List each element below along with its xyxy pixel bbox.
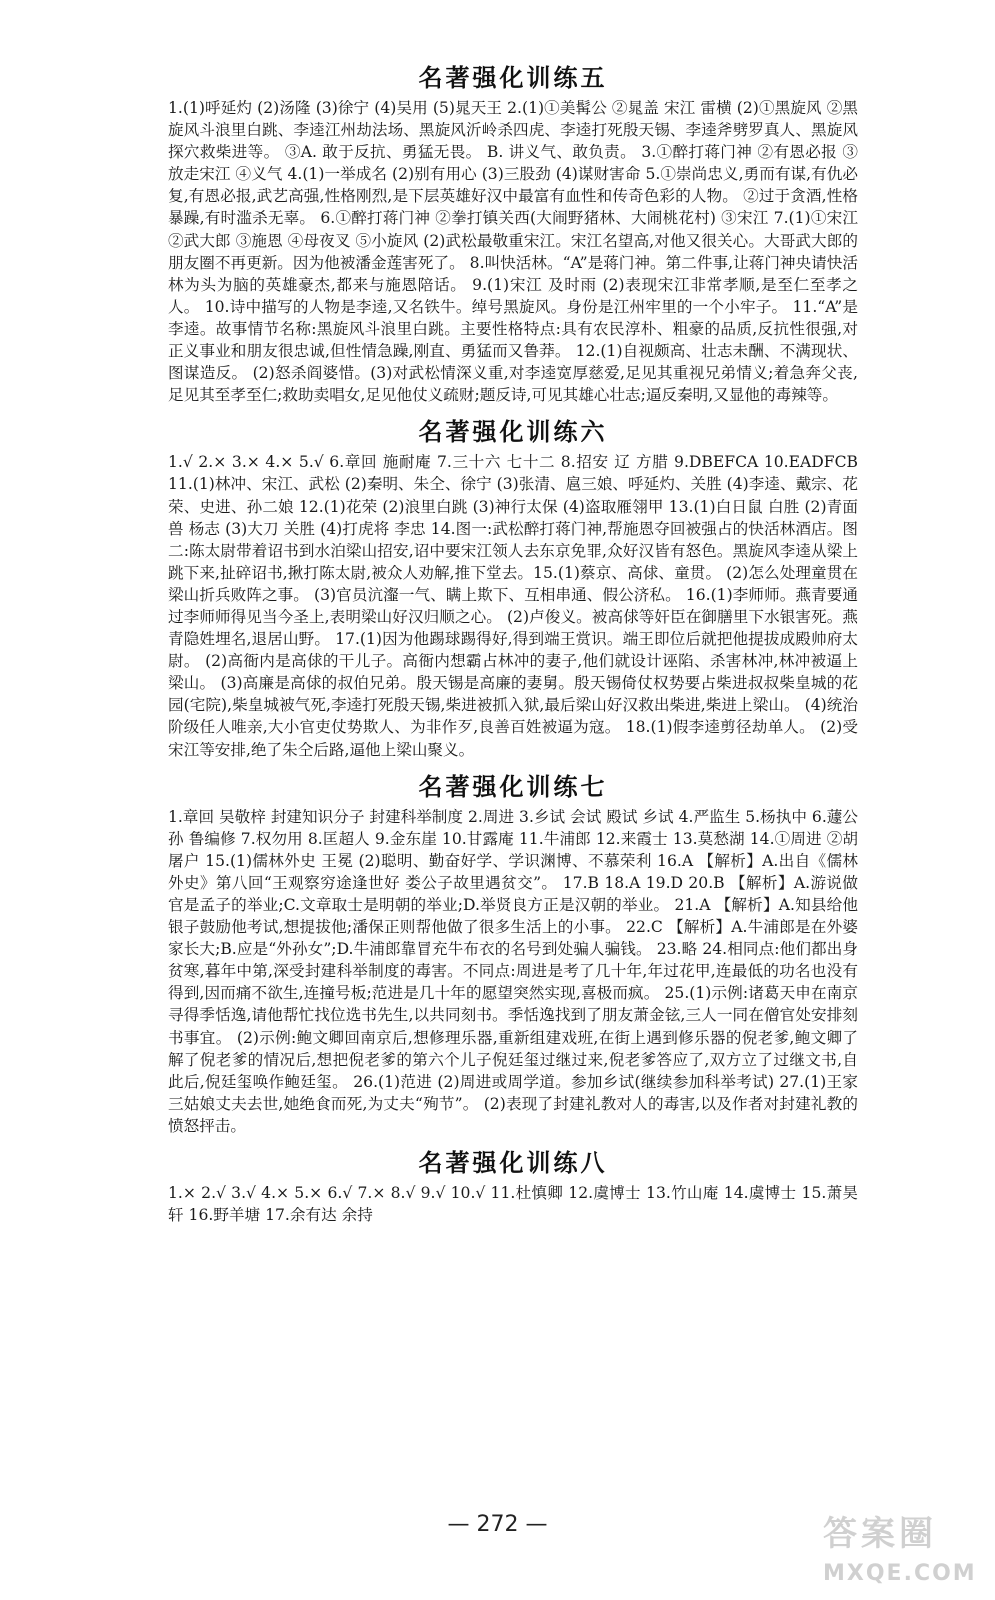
section-title: 名著强化训练七 — [418, 771, 608, 801]
section-title: 名著强化训练八 — [418, 1148, 608, 1178]
section-8 — [168, 1143, 858, 1226]
section-5 — [168, 58, 858, 406]
section-6 — [168, 412, 858, 760]
section-title: 名著强化训练五 — [418, 63, 608, 92]
watermark-top-text: 答案圈 — [823, 1514, 937, 1554]
section-title: 名著强化训练六 — [418, 417, 608, 447]
section-7 — [168, 767, 858, 1137]
page-number: — 272 — — [447, 1512, 548, 1537]
section-answers: 1.√ 2.× 3.× 4.× 5.√ 6.章回 施耐庵 7.三十六 七十二 8.招安 辽 方腊 9.DBEFCA 10.EADFCB 11.(1)林冲、宋江、武松 (2)秦明、朱仝、徐宁 (3)张清、扈三娘、呼延灼、关胜 (4)李逵、戴宗、花荣、史进、孙二娘 12.(1)花荣 (2)浪里白跳 (3)神行太保 (4)盗取雁翎甲 13.(1)白日鼠 白胜 (2)青面兽 杨志 (3)大刀 关胜 (4)打虎将 李忠 14.图一:武松醉打蒋门神,帮施恩夺回被强占的快活林酒店。图二:陈太尉带着诏书到水泊梁山招安,诏中要宋江领人去东京免罪,众好汉皆有怒色。黑旋风李逵从梁上跳下来,扯碎诏书,揪打陈太尉,被众人劝解,推下堂去。15.(1)蔡京、高俅、童贯。 (2)怎么处理童贯在梁山折兵败阵之事。 (3)官员沆瀣一气、瞒上欺下、互相串通、假公济私。 16.(1)李师师。燕青要通过李师师得见当今圣上,表明梁山好汉归顺之心。 (2)卢俊义。被高俅等奸臣在御膳里下水银害死。燕青隐姓埋名,退居山野。 17.(1)因为他踢球踢得好,得到端王赏识。端王即位后就把他提拔成殿帅府太尉。 (2)高衙内是高俅的干儿子。高衙内想霸占林冲的妻子,他们就设计诬陷、杀害林冲,林冲被逼上梁山。 (3)高廉是高俅的叔伯兄弟。殷天锡是高廉的妻舅。殷天锡倚仗权势要占柴进叔叔柴皇城的花园(宅院),柴皇城被气死,李逵打死殷天锡,柴进被抓入狱,最后梁山好汉救出柴进,柴进上梁山。 (4)统治阶级任人唯亲,大小官吏仗势欺人、为非作歹,良善百姓被逼为寇。 18.(1)假李逵剪径劫单人。 (2)受宋江等安排,绝了朱仝后路,逼他上梁山聚义。 — [168, 453, 858, 759]
section-answers: 1.(1)呼延灼 (2)汤隆 (3)徐宁 (4)吴用 (5)晁天王 2.(1)①美髯公 ②晁盖 宋江 雷横 (2)①黑旋风 ②黑旋风斗浪里白跳、李逵江州劫法场、黑旋风沂岭杀四虎、李逵打死殷天锡、李逵斧劈罗真人、黑旋风探穴救柴进等。 ③A. 敢于反抗、勇猛无畏。 B. 讲义气、敢负责。 3.①醉打蒋门神 ②有恩必报 ③放走宋江 ④义气 4.(1)一举成名 (2)别有用心 (3)三股劲 (4)谋财害命 5.①崇尚忠义,勇而有谋,有仇必复,有恩必报,武艺高强,性格刚烈,是下层英雄好汉中最富有血性和传奇色彩的人物。 ②过于贪酒,性格暴躁,有时滥杀无辜。 6.①醉打蒋门神 ②拳打镇关西(大闹野猪林、大闹桃花村) ③宋江 7.(1)①宋江 ②武大郎 ③施恩 ④母夜叉 ⑤小旋风 (2)武松最敬重宋江。宋江名望高,对他又很关心。大哥武大郎的朋友圈不再更新。因为他被潘金莲害死了。 8.叫快活林。“A”是蒋门神。第二件事,让蒋门神央请快活林为头为脑的英雄豪杰,都来与施恩陪话。 9.(1)宋江 及时雨 (2)表现宋江非常孝顺,是至仁至孝之人。 10.诗中描写的人物是李逵,又名铁牛。绰号黑旋风。身份是江州牢里的一个小牢子。 11.“A”是李逵。故事情节名称:黑旋风斗浪里白跳。主要性格特点:具有农民淳朴、粗豪的品质,反抗性很强,对正义事业和朋友很忠诚,但性情急躁,刚直、勇猛而又鲁莽。 12.(1)自视颇高、壮志未酬、不满现状、图谋造反。 (2)怒杀阎婆惜。(3)对武松情深义重,对李逵宽厚慈爱,足见其重视兄弟情义;着急奔父丧,足见其至孝至仁;救助卖唱女,足见他仗义疏财;题反诗,可见其雄心壮志;逼反秦明,又显他的毒辣等。 — [168, 99, 858, 405]
answer-page — [168, 52, 858, 1230]
section-answers: 1.× 2.√ 3.√ 4.× 5.× 6.√ 7.× 8.√ 9.√ 10.√ 11.杜慎卿 12.虞博士 13.竹山庵 14.虞博士 15.萧昊轩 16.野羊塘 17.余有达 余持 — [168, 1184, 858, 1225]
watermark-logo — [823, 1506, 977, 1596]
watermark-bottom-text: MXQE.COM — [823, 1561, 977, 1586]
section-answers: 1.章回 吴敬梓 封建知识分子 封建科举制度 2.周进 3.乡试 会试 殿试 乡试 4.严监生 5.杨执中 6.蘧公孙 鲁编修 7.权勿用 8.匡超人 9.金东崖 10.甘露庵 11.牛浦郎 12.来霞士 13.莫愁湖 14.①周进 ②胡屠户 15.(1)儒林外史 王冕 (2)聪明、勤奋好学、学识渊博、不慕荣利 16.A 【解析】A.出自《儒林外史》第八回“王观察穷途逢世好 娄公子故里遇贫交”。 17.B 18.A 19.D 20.B 【解析】A.游说做官是孟子的举业;C.文章取士是明朝的举业;D.举贤良方正是汉朝的举业。 21.A 【解析】A.知县给他银子鼓励他考试,想提拔他;潘保正则帮他做了很多生活上的小事。 22.C 【解析】A.牛浦郎是在外婆家长大;B.应是“外孙女”;D.牛浦郎靠冒充牛布衣的名号到处骗人骗钱。 23.略 24.相同点:他们都出身贫寒,暮年中第,深受封建科举制度的毒害。不同点:周进是考了几十年,年过花甲,连最低的功名也没有得到,因而痛不欲生,连撞号板;范进是几十年的愿望突然实现,喜极而疯。 25.(1)示例:诸葛天申在南京寻得季恬逸,请他帮忙找位选书先生,以共同刻书。季恬逸找到了朋友萧金铉,三人一同在僧官处安排刻书事宜。 (2)示例:鲍文卿回南京后,想修理乐器,重新组建戏班,在街上遇到修乐器的倪老爹,鲍文卿了解了倪老爹的情况后,想把倪老爹的第六个儿子倪廷玺过继过来,倪老爹答应了,双方立了过继文书,自此后,倪廷玺唤作鲍廷玺。 26.(1)范进 (2)周进或周学道。参加乡试(继续参加科举考试) 27.(1)王家三姑娘丈夫去世,她绝食而死,为丈夫“殉节”。 (2)表现了封建礼教对人的毒害,以及作者对封建礼教的愤怒抨击。 — [168, 807, 858, 1135]
